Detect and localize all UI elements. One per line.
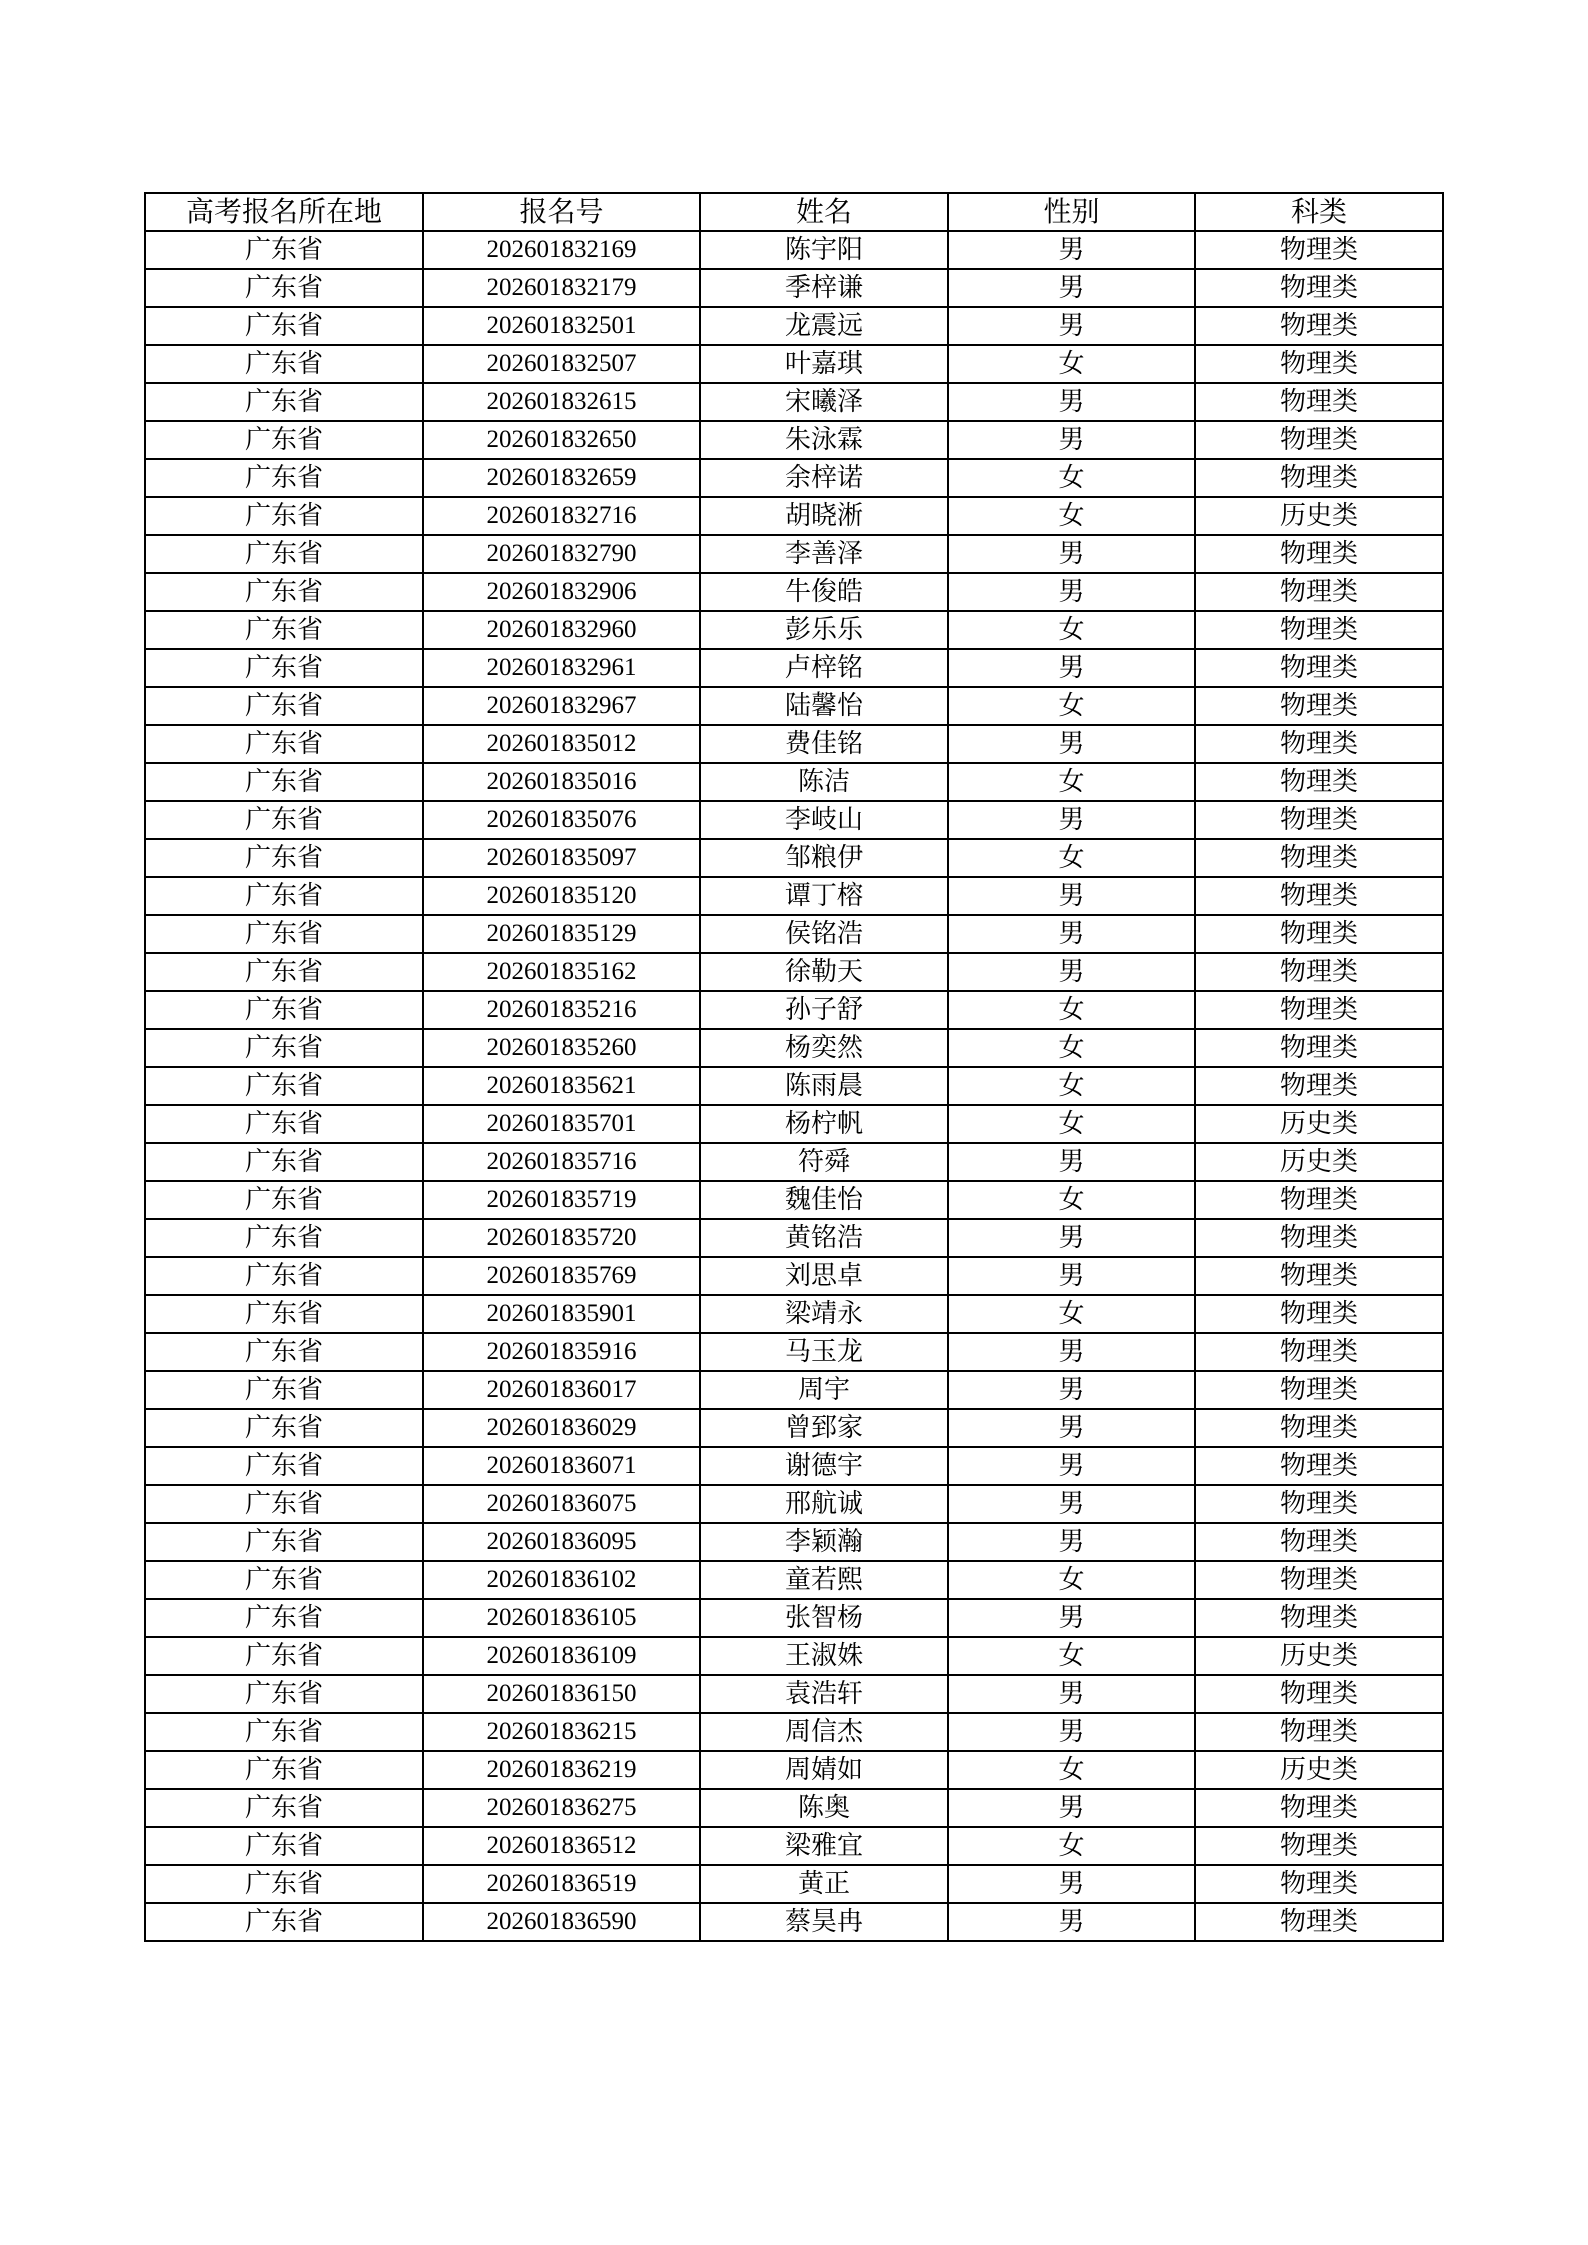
header-gender: 性别 [948, 193, 1195, 231]
cell-subject-category: 物理类 [1195, 231, 1443, 269]
cell-subject-category: 物理类 [1195, 1257, 1443, 1295]
cell-name: 符舜 [700, 1143, 948, 1181]
table-row [145, 725, 1443, 763]
cell-name: 徐勒天 [700, 953, 948, 991]
cell-registration-location: 广东省 [145, 763, 423, 801]
cell-gender: 男 [948, 877, 1195, 915]
cell-name: 蔡昊冉 [700, 1903, 948, 1941]
cell-registration-location: 广东省 [145, 1751, 423, 1789]
cell-gender: 男 [948, 269, 1195, 307]
cell-name: 费佳铭 [700, 725, 948, 763]
table-row [145, 1029, 1443, 1067]
cell-name: 彭乐乐 [700, 611, 948, 649]
header-registration-location: 高考报名所在地 [145, 193, 423, 231]
cell-gender: 女 [948, 459, 1195, 497]
table-row [145, 1713, 1443, 1751]
cell-name: 曾郅家 [700, 1409, 948, 1447]
cell-registration-number: 202601836075 [423, 1485, 700, 1523]
cell-registration-number: 202601835621 [423, 1067, 700, 1105]
table-row [145, 497, 1443, 535]
table-row [145, 1371, 1443, 1409]
table-row [145, 1181, 1443, 1219]
cell-subject-category: 物理类 [1195, 459, 1443, 497]
table-row [145, 1067, 1443, 1105]
cell-name: 魏佳怡 [700, 1181, 948, 1219]
cell-registration-number: 202601836102 [423, 1561, 700, 1599]
table-row [145, 1485, 1443, 1523]
cell-gender: 男 [948, 1143, 1195, 1181]
table-row [145, 1219, 1443, 1257]
cell-registration-location: 广东省 [145, 1903, 423, 1941]
cell-subject-category: 历史类 [1195, 497, 1443, 535]
cell-subject-category: 物理类 [1195, 345, 1443, 383]
cell-name: 孙子舒 [700, 991, 948, 1029]
cell-subject-category: 物理类 [1195, 725, 1443, 763]
cell-registration-location: 广东省 [145, 1067, 423, 1105]
table-row [145, 649, 1443, 687]
cell-subject-category: 物理类 [1195, 1219, 1443, 1257]
table-row [145, 763, 1443, 801]
cell-name: 梁雅宜 [700, 1827, 948, 1865]
cell-subject-category: 物理类 [1195, 1333, 1443, 1371]
cell-gender: 男 [948, 1447, 1195, 1485]
cell-registration-number: 202601832961 [423, 649, 700, 687]
cell-registration-number: 202601836109 [423, 1637, 700, 1675]
cell-registration-number: 202601836219 [423, 1751, 700, 1789]
cell-registration-number: 202601832967 [423, 687, 700, 725]
cell-registration-location: 广东省 [145, 801, 423, 839]
cell-gender: 女 [948, 1105, 1195, 1143]
cell-registration-location: 广东省 [145, 1029, 423, 1067]
table-row [145, 1409, 1443, 1447]
cell-registration-location: 广东省 [145, 1295, 423, 1333]
table-row [145, 307, 1443, 345]
cell-registration-number: 202601835076 [423, 801, 700, 839]
cell-name: 陈雨晨 [700, 1067, 948, 1105]
cell-name: 黄铭浩 [700, 1219, 948, 1257]
cell-name: 周信杰 [700, 1713, 948, 1751]
cell-registration-number: 202601836071 [423, 1447, 700, 1485]
cell-gender: 男 [948, 421, 1195, 459]
table-row [145, 345, 1443, 383]
cell-name: 李岐山 [700, 801, 948, 839]
cell-registration-location: 广东省 [145, 383, 423, 421]
cell-subject-category: 物理类 [1195, 611, 1443, 649]
cell-name: 邹粮伊 [700, 839, 948, 877]
table-row [145, 687, 1443, 725]
cell-subject-category: 物理类 [1195, 307, 1443, 345]
cell-registration-number: 202601832179 [423, 269, 700, 307]
cell-gender: 男 [948, 1409, 1195, 1447]
cell-registration-number: 202601835016 [423, 763, 700, 801]
cell-gender: 女 [948, 763, 1195, 801]
cell-name: 刘思卓 [700, 1257, 948, 1295]
cell-registration-location: 广东省 [145, 1599, 423, 1637]
cell-name: 陈洁 [700, 763, 948, 801]
cell-registration-number: 202601835012 [423, 725, 700, 763]
cell-registration-number: 202601835901 [423, 1295, 700, 1333]
cell-name: 宋曦泽 [700, 383, 948, 421]
cell-registration-location: 广东省 [145, 1561, 423, 1599]
cell-registration-location: 广东省 [145, 1409, 423, 1447]
cell-gender: 女 [948, 1637, 1195, 1675]
cell-registration-location: 广东省 [145, 497, 423, 535]
cell-name: 侯铭浩 [700, 915, 948, 953]
cell-registration-number: 202601832501 [423, 307, 700, 345]
cell-gender: 男 [948, 953, 1195, 991]
table-row [145, 1751, 1443, 1789]
cell-subject-category: 物理类 [1195, 269, 1443, 307]
cell-registration-location: 广东省 [145, 687, 423, 725]
cell-registration-number: 202601832507 [423, 345, 700, 383]
cell-subject-category: 物理类 [1195, 839, 1443, 877]
cell-gender: 男 [948, 801, 1195, 839]
cell-gender: 男 [948, 1257, 1195, 1295]
cell-registration-location: 广东省 [145, 1523, 423, 1561]
cell-subject-category: 物理类 [1195, 991, 1443, 1029]
cell-name: 季梓谦 [700, 269, 948, 307]
cell-registration-location: 广东省 [145, 1257, 423, 1295]
table-row [145, 459, 1443, 497]
cell-subject-category: 物理类 [1195, 573, 1443, 611]
cell-name: 马玉龙 [700, 1333, 948, 1371]
cell-subject-category: 物理类 [1195, 1447, 1443, 1485]
cell-name: 黄正 [700, 1865, 948, 1903]
cell-subject-category: 物理类 [1195, 1713, 1443, 1751]
cell-registration-number: 202601832650 [423, 421, 700, 459]
cell-name: 谢德宇 [700, 1447, 948, 1485]
cell-subject-category: 物理类 [1195, 1181, 1443, 1219]
table-row [145, 953, 1443, 991]
cell-registration-number: 202601835120 [423, 877, 700, 915]
cell-registration-number: 202601835716 [423, 1143, 700, 1181]
cell-subject-category: 物理类 [1195, 535, 1443, 573]
cell-registration-location: 广东省 [145, 1447, 423, 1485]
cell-registration-number: 202601832615 [423, 383, 700, 421]
cell-registration-number: 202601835701 [423, 1105, 700, 1143]
cell-gender: 男 [948, 1789, 1195, 1827]
table-row [145, 1675, 1443, 1713]
cell-registration-location: 广东省 [145, 1485, 423, 1523]
cell-registration-location: 广东省 [145, 1865, 423, 1903]
table-row [145, 1599, 1443, 1637]
cell-registration-location: 广东省 [145, 611, 423, 649]
cell-registration-location: 广东省 [145, 1637, 423, 1675]
table-row [145, 1105, 1443, 1143]
cell-gender: 女 [948, 1295, 1195, 1333]
cell-subject-category: 物理类 [1195, 1409, 1443, 1447]
cell-gender: 男 [948, 1523, 1195, 1561]
cell-registration-location: 广东省 [145, 573, 423, 611]
cell-registration-number: 202601835129 [423, 915, 700, 953]
table-row [145, 839, 1443, 877]
table-body [145, 231, 1443, 1941]
cell-registration-location: 广东省 [145, 307, 423, 345]
cell-registration-location: 广东省 [145, 991, 423, 1029]
cell-registration-number: 202601836512 [423, 1827, 700, 1865]
cell-registration-number: 202601836105 [423, 1599, 700, 1637]
cell-registration-location: 广东省 [145, 459, 423, 497]
cell-name: 陈奥 [700, 1789, 948, 1827]
cell-registration-number: 202601836095 [423, 1523, 700, 1561]
cell-registration-number: 202601836029 [423, 1409, 700, 1447]
cell-subject-category: 物理类 [1195, 1827, 1443, 1865]
cell-gender: 女 [948, 1181, 1195, 1219]
cell-registration-location: 广东省 [145, 1827, 423, 1865]
cell-registration-number: 202601835719 [423, 1181, 700, 1219]
cell-gender: 女 [948, 1029, 1195, 1067]
cell-subject-category: 物理类 [1195, 877, 1443, 915]
table-row [145, 801, 1443, 839]
table-row [145, 1447, 1443, 1485]
cell-subject-category: 物理类 [1195, 1675, 1443, 1713]
cell-name: 谭丁榕 [700, 877, 948, 915]
cell-subject-category: 物理类 [1195, 1485, 1443, 1523]
cell-name: 牛俊皓 [700, 573, 948, 611]
cell-registration-number: 202601835769 [423, 1257, 700, 1295]
cell-name: 周婧如 [700, 1751, 948, 1789]
table-row [145, 535, 1443, 573]
cell-name: 张智杨 [700, 1599, 948, 1637]
cell-gender: 女 [948, 1827, 1195, 1865]
cell-registration-location: 广东省 [145, 953, 423, 991]
cell-registration-location: 广东省 [145, 1675, 423, 1713]
cell-name: 童若熙 [700, 1561, 948, 1599]
cell-registration-location: 广东省 [145, 1143, 423, 1181]
cell-subject-category: 物理类 [1195, 1523, 1443, 1561]
cell-name: 袁浩轩 [700, 1675, 948, 1713]
cell-gender: 女 [948, 991, 1195, 1029]
cell-registration-number: 202601832906 [423, 573, 700, 611]
table-row [145, 1333, 1443, 1371]
admission-roster-table [144, 192, 1444, 1942]
table-row [145, 421, 1443, 459]
cell-registration-number: 202601835720 [423, 1219, 700, 1257]
cell-gender: 女 [948, 345, 1195, 383]
cell-name: 李颖瀚 [700, 1523, 948, 1561]
table-row [145, 991, 1443, 1029]
table-row [145, 1865, 1443, 1903]
cell-registration-number: 202601836017 [423, 1371, 700, 1409]
cell-registration-location: 广东省 [145, 1333, 423, 1371]
cell-gender: 男 [948, 1865, 1195, 1903]
cell-name: 李善泽 [700, 535, 948, 573]
cell-gender: 男 [948, 1371, 1195, 1409]
cell-gender: 女 [948, 839, 1195, 877]
header-name: 姓名 [700, 193, 948, 231]
cell-subject-category: 物理类 [1195, 1599, 1443, 1637]
cell-gender: 男 [948, 1219, 1195, 1257]
cell-gender: 男 [948, 307, 1195, 345]
cell-registration-number: 202601835097 [423, 839, 700, 877]
cell-registration-number: 202601836150 [423, 1675, 700, 1713]
cell-registration-number: 202601832960 [423, 611, 700, 649]
cell-subject-category: 物理类 [1195, 915, 1443, 953]
cell-gender: 男 [948, 1903, 1195, 1941]
cell-gender: 男 [948, 649, 1195, 687]
cell-subject-category: 物理类 [1195, 1789, 1443, 1827]
cell-gender: 女 [948, 687, 1195, 725]
cell-subject-category: 物理类 [1195, 649, 1443, 687]
cell-name: 叶嘉琪 [700, 345, 948, 383]
cell-subject-category: 物理类 [1195, 1371, 1443, 1409]
cell-name: 王淑姝 [700, 1637, 948, 1675]
cell-registration-location: 广东省 [145, 1789, 423, 1827]
cell-name: 杨奕然 [700, 1029, 948, 1067]
cell-gender: 男 [948, 573, 1195, 611]
cell-name: 梁靖永 [700, 1295, 948, 1333]
cell-registration-number: 202601835260 [423, 1029, 700, 1067]
cell-registration-location: 广东省 [145, 1219, 423, 1257]
cell-registration-number: 202601836215 [423, 1713, 700, 1751]
cell-subject-category: 物理类 [1195, 687, 1443, 725]
cell-registration-number: 202601836519 [423, 1865, 700, 1903]
cell-registration-number: 202601836275 [423, 1789, 700, 1827]
cell-registration-number: 202601835162 [423, 953, 700, 991]
header-row [145, 193, 1443, 231]
cell-registration-location: 广东省 [145, 421, 423, 459]
cell-subject-category: 历史类 [1195, 1637, 1443, 1675]
cell-registration-number: 202601835916 [423, 1333, 700, 1371]
cell-registration-number: 202601836590 [423, 1903, 700, 1941]
table-row [145, 269, 1443, 307]
table-row [145, 1561, 1443, 1599]
cell-subject-category: 物理类 [1195, 1029, 1443, 1067]
cell-registration-number: 202601832659 [423, 459, 700, 497]
table-row [145, 1827, 1443, 1865]
cell-registration-location: 广东省 [145, 231, 423, 269]
cell-gender: 女 [948, 1067, 1195, 1105]
cell-registration-location: 广东省 [145, 877, 423, 915]
cell-name: 杨柠帆 [700, 1105, 948, 1143]
cell-subject-category: 物理类 [1195, 801, 1443, 839]
table-row [145, 1789, 1443, 1827]
cell-gender: 男 [948, 1675, 1195, 1713]
cell-name: 龙震远 [700, 307, 948, 345]
cell-subject-category: 历史类 [1195, 1751, 1443, 1789]
cell-registration-number: 202601835216 [423, 991, 700, 1029]
cell-registration-location: 广东省 [145, 725, 423, 763]
cell-subject-category: 物理类 [1195, 763, 1443, 801]
table-row [145, 1903, 1443, 1941]
cell-name: 陆馨怡 [700, 687, 948, 725]
table-row [145, 1523, 1443, 1561]
table-row [145, 231, 1443, 269]
table-row [145, 383, 1443, 421]
cell-gender: 女 [948, 611, 1195, 649]
cell-name: 邢航诚 [700, 1485, 948, 1523]
cell-registration-location: 广东省 [145, 1181, 423, 1219]
cell-subject-category: 物理类 [1195, 1561, 1443, 1599]
cell-name: 余梓诺 [700, 459, 948, 497]
cell-gender: 男 [948, 1333, 1195, 1371]
cell-name: 陈宇阳 [700, 231, 948, 269]
header-registration-number: 报名号 [423, 193, 700, 231]
cell-subject-category: 物理类 [1195, 1067, 1443, 1105]
cell-gender: 男 [948, 725, 1195, 763]
table-row [145, 1637, 1443, 1675]
cell-registration-number: 202601832790 [423, 535, 700, 573]
cell-registration-number: 202601832169 [423, 231, 700, 269]
cell-registration-number: 202601832716 [423, 497, 700, 535]
cell-gender: 男 [948, 383, 1195, 421]
cell-subject-category: 物理类 [1195, 383, 1443, 421]
table-row [145, 877, 1443, 915]
table-row [145, 1257, 1443, 1295]
table-header [145, 193, 1443, 231]
cell-subject-category: 历史类 [1195, 1143, 1443, 1181]
cell-registration-location: 广东省 [145, 915, 423, 953]
table-row [145, 1143, 1443, 1181]
cell-registration-location: 广东省 [145, 345, 423, 383]
cell-registration-location: 广东省 [145, 649, 423, 687]
cell-gender: 女 [948, 1561, 1195, 1599]
cell-gender: 女 [948, 1751, 1195, 1789]
cell-gender: 男 [948, 1713, 1195, 1751]
table-row [145, 915, 1443, 953]
cell-name: 周宇 [700, 1371, 948, 1409]
table-row [145, 1295, 1443, 1333]
cell-name: 朱泳霖 [700, 421, 948, 459]
cell-subject-category: 物理类 [1195, 1295, 1443, 1333]
cell-subject-category: 物理类 [1195, 953, 1443, 991]
cell-registration-location: 广东省 [145, 1105, 423, 1143]
table-row [145, 573, 1443, 611]
cell-gender: 男 [948, 535, 1195, 573]
cell-gender: 女 [948, 497, 1195, 535]
cell-name: 胡晓淅 [700, 497, 948, 535]
cell-registration-location: 广东省 [145, 269, 423, 307]
cell-subject-category: 物理类 [1195, 421, 1443, 459]
cell-gender: 男 [948, 231, 1195, 269]
cell-subject-category: 物理类 [1195, 1903, 1443, 1941]
table-row [145, 611, 1443, 649]
cell-subject-category: 历史类 [1195, 1105, 1443, 1143]
cell-gender: 男 [948, 915, 1195, 953]
cell-registration-location: 广东省 [145, 839, 423, 877]
cell-name: 卢梓铭 [700, 649, 948, 687]
cell-gender: 男 [948, 1485, 1195, 1523]
cell-gender: 男 [948, 1599, 1195, 1637]
header-subject-category: 科类 [1195, 193, 1443, 231]
cell-subject-category: 物理类 [1195, 1865, 1443, 1903]
cell-registration-location: 广东省 [145, 535, 423, 573]
cell-registration-location: 广东省 [145, 1713, 423, 1751]
cell-registration-location: 广东省 [145, 1371, 423, 1409]
